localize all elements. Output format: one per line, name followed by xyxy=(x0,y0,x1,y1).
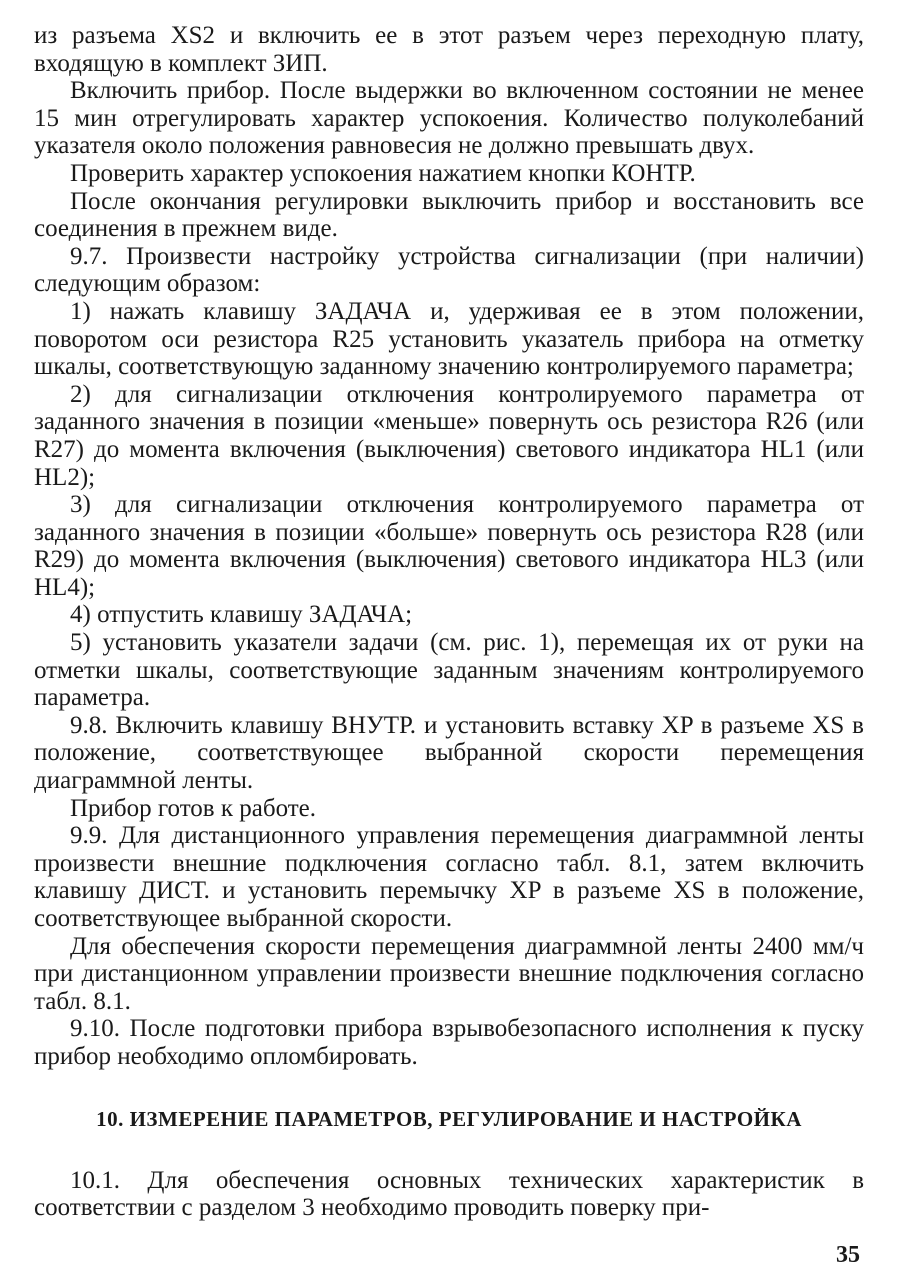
paragraph: 2) для сигнализации отключения контролируемого параметра от заданного значения в позиции «меньше» повернуть ось резистора R26 (или R27) до момента включения (выключения) светового индикатора HL1 (или HL2); xyxy=(34,380,864,491)
paragraph-10-1: 10.1. Для обеспечения основных технических характеристик в соответствии с разделом 3 необходимо проводить поверку при- xyxy=(34,1166,864,1222)
paragraph: 4) отпустить клавишу ЗАДАЧА; xyxy=(70,601,413,629)
paragraph: 9.9. Для дистанционного управления перемещения диаграммной ленты произвести внешние подключения согласно табл. 8.1, затем включить клавишу ДИСТ. и установить перемычку XP в разъеме XS в положение, соответствующее выбранной скорости. xyxy=(34,822,864,932)
paragraph: Проверить характер успокоения нажатием кнопки КОНТР. xyxy=(70,159,696,187)
paragraph: 9.8. Включить клавишу ВНУТР. и установить вставку XP в разъеме XS в положение, соответствующее выбранной скорости перемещения диаграммной ленты. xyxy=(34,711,864,795)
paragraph: 9.7. Произвести настройку устройства сигнализации (при наличии) следующим образом: xyxy=(34,242,864,298)
paragraph: 5) установить указатели задачи (см. рис. 1), перемещая их от руки на отметки шкалы, соответствующие заданным значениям контролируемого параметра. xyxy=(34,629,864,712)
paragraph: Прибор готов к работе. xyxy=(70,794,317,822)
paragraph: 3) для сигнализации отключения контролируемого параметра от заданного значения в позиции «больше» повернуть ось резистора R28 (или R29) до момента включения (выключения) светового индикатора HL3 (или HL4); xyxy=(34,491,864,601)
paragraph: Для обеспечения скорости перемещения диаграммной ленты 2400 мм/ч при дистанционном управлении произвести внешние подключения согласно табл. 8.1. xyxy=(34,932,864,1015)
paragraph: Включить прибор. После выдержки во включенном состоянии не менее 15 мин отрегулировать характер успокоения. Количество полуколебаний указателя около положения равновесия не должно превышать двух. xyxy=(34,77,864,160)
paragraph: После окончания регулировки выключить прибор и восстановить все соединения в прежнем виде. xyxy=(34,187,864,243)
paragraph: 9.10. После подготовки прибора взрывобезопасного исполнения к пуску прибор необходимо опломбировать. xyxy=(34,1015,864,1070)
paragraph: из разъема XS2 и включить ее в этот разъем через переходную плату, входящую в комплект ЗИП. xyxy=(34,22,864,77)
paragraph: 1) нажать клавишу ЗАДАЧА и, удерживая ее в этом положении, поворотом оси резистора R25 установить указатель прибора на отметку шкалы, соответствующую заданному значению контролируемого параметра; xyxy=(34,297,864,381)
section-heading: 10. ИЗМЕРЕНИЕ ПАРАМЕТРОВ, РЕГУЛИРОВАНИЕ И НАСТРОЙКА xyxy=(96,1106,802,1131)
body-text xyxy=(34,22,864,1071)
page-number: 35 xyxy=(836,1242,860,1268)
